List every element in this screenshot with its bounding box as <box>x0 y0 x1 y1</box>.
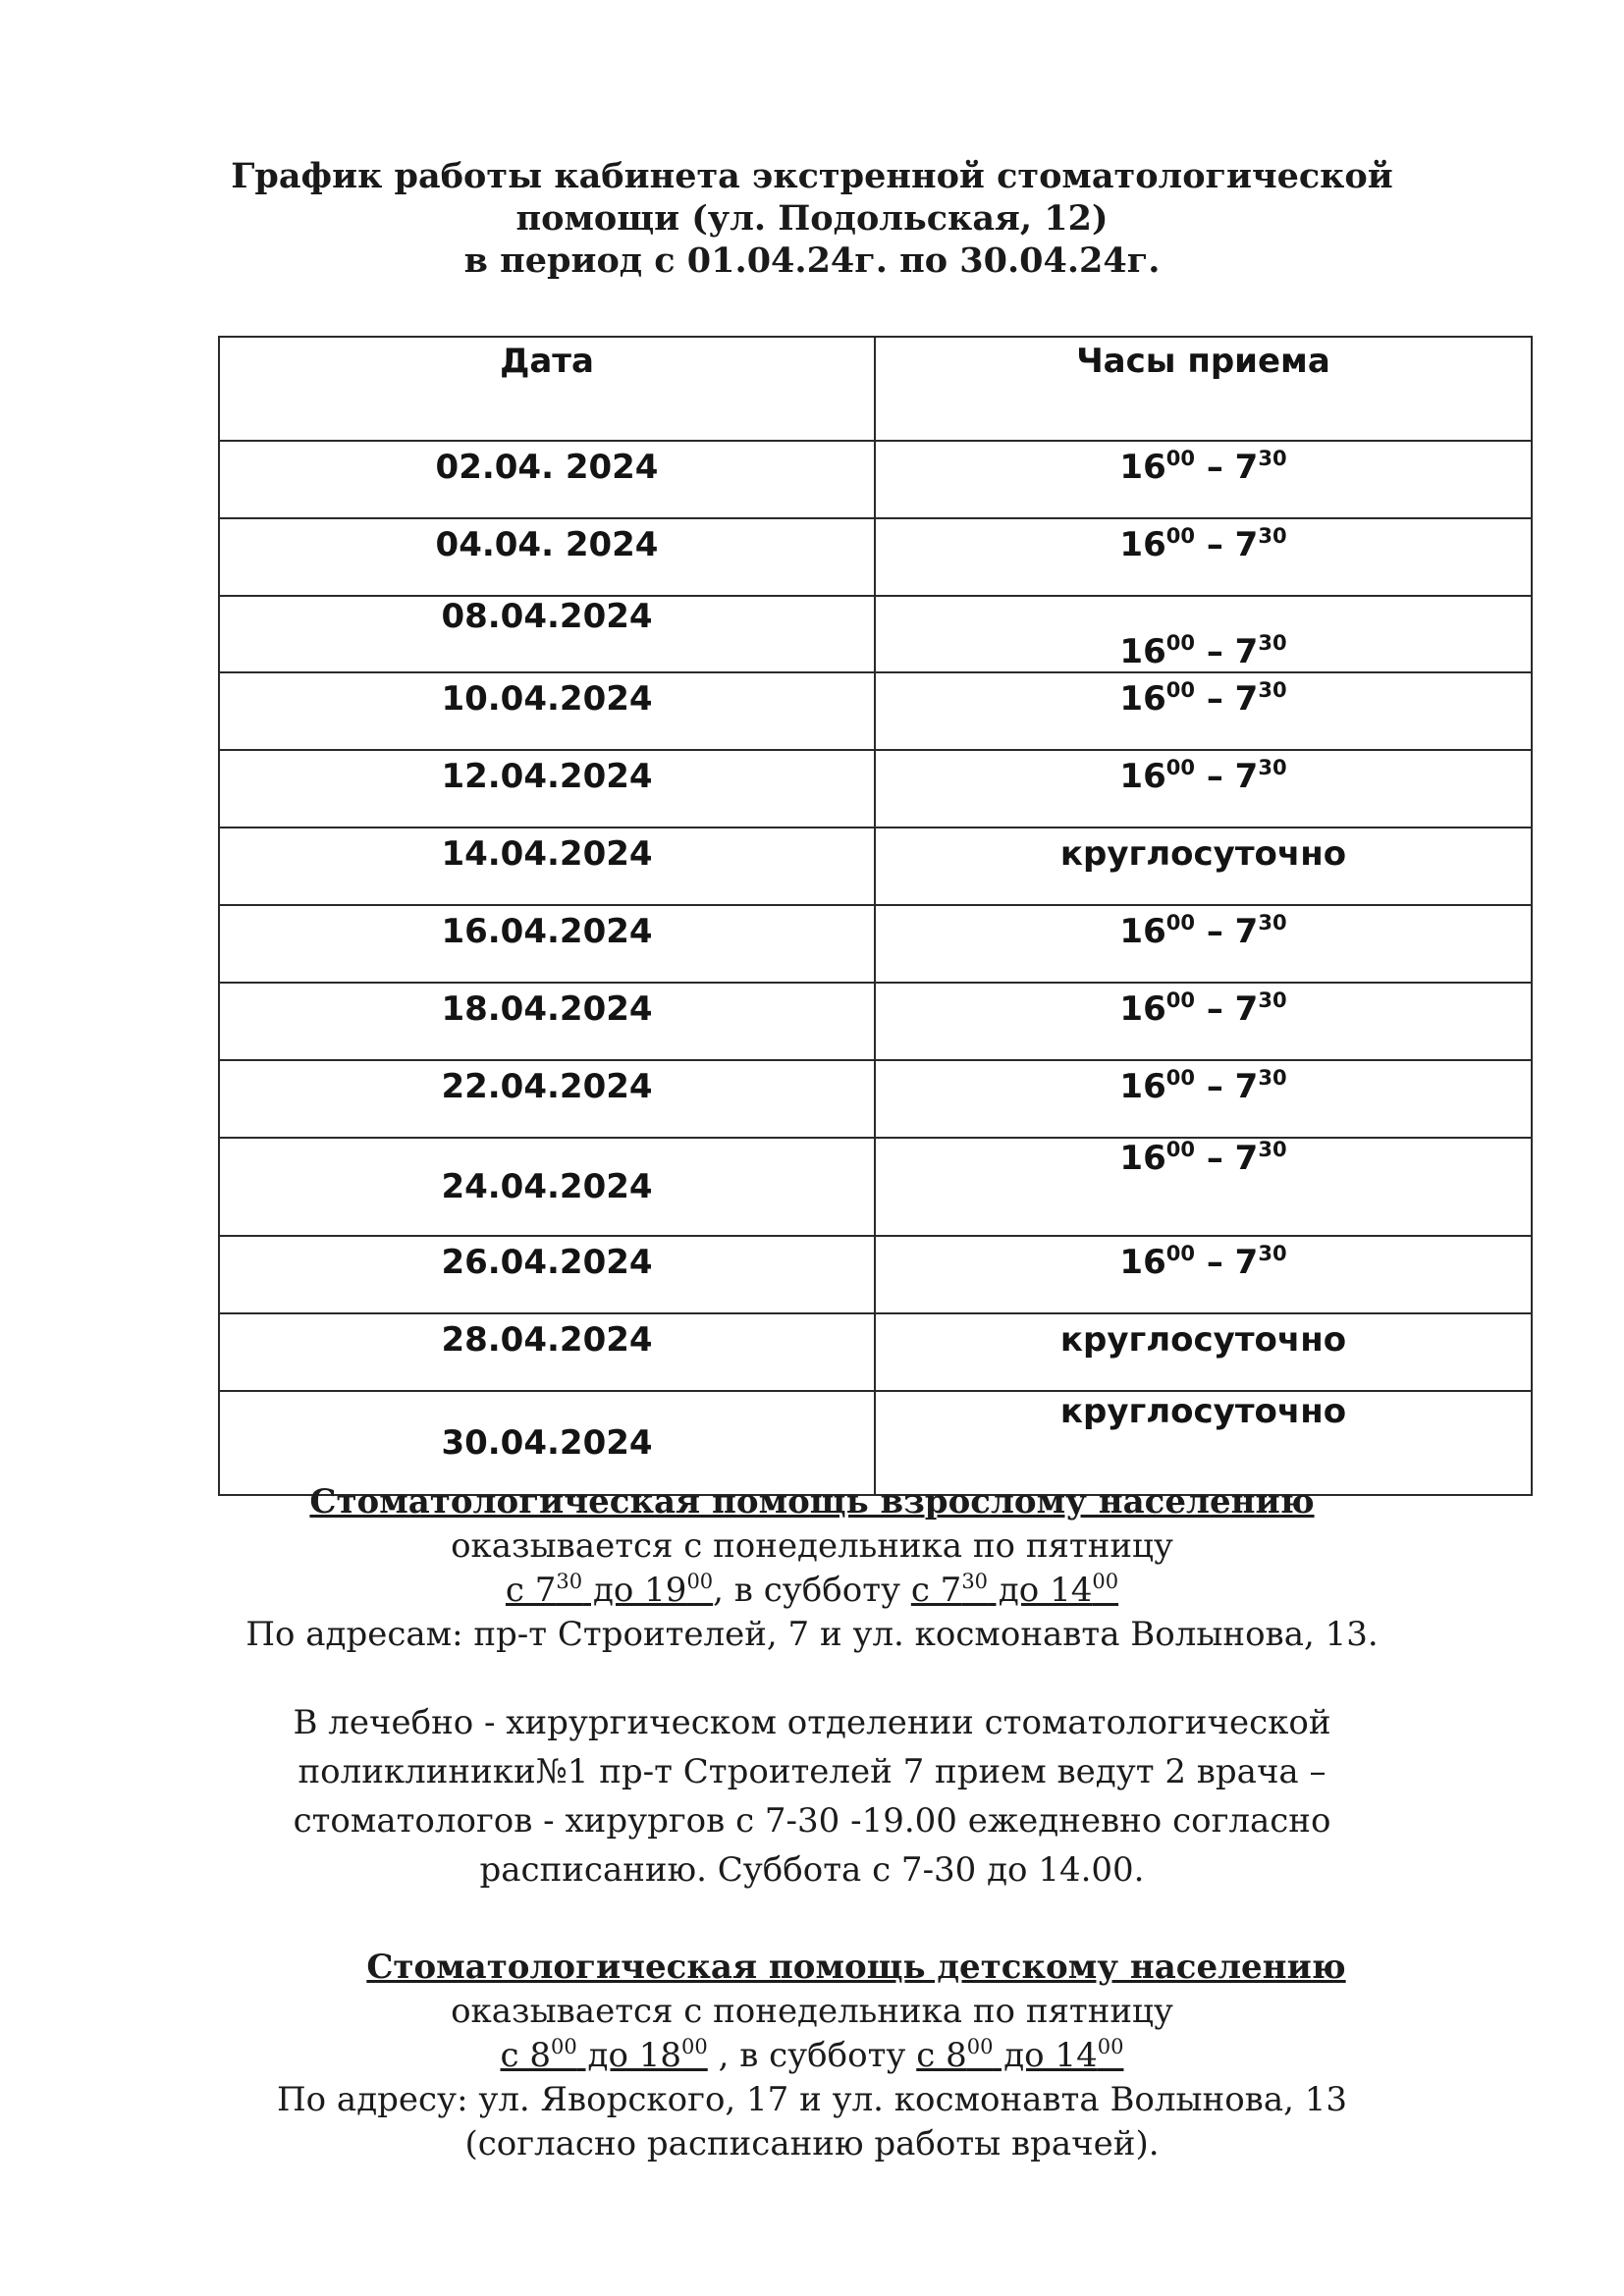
child-care-section <box>0 1946 1624 2166</box>
title-line-1: График работы кабинета экстренной стоматологической <box>231 156 1393 196</box>
hours-cell: $16^{00} - 7^{30}$ <box>875 1060 1532 1138</box>
column-header-date: Дата <box>219 337 875 441</box>
hours-cell: $16^{00} - 7^{30}$ <box>875 750 1532 828</box>
date-cell: 10.04.2024 <box>219 672 875 750</box>
date-cell: 16.04.2024 <box>219 905 875 983</box>
adult-care-days: оказывается с понедельника по пятницу <box>451 1526 1173 1566</box>
table-row <box>219 518 1532 596</box>
table-row <box>219 1313 1532 1391</box>
hours-cell: круглосуточно <box>875 828 1532 905</box>
surgery-section <box>0 1698 1624 1895</box>
child-care-hours: с $8^{00}$ до $18^{00}$ , в субботу с $8^{00}$ до $14^{00}$ <box>500 2035 1124 2075</box>
child-care-note: (согласно расписанию работы врачей). <box>464 2124 1160 2163</box>
date-cell: 22.04.2024 <box>219 1060 875 1138</box>
child-saturday-hours: с $8^{00}$ до $14^{00}$ <box>916 2035 1124 2075</box>
date-cell: 18.04.2024 <box>219 983 875 1060</box>
adult-care-hours: с $7^{30}$ до $19^{00}$, в субботу с $7^{30}$ до $14^{00}$ <box>505 1570 1119 1610</box>
hours-cell: $16^{00} - 7^{30}$ <box>875 672 1532 750</box>
child-care-address: По адресу: ул. Яворского, 17 и ул. космонавта Волынова, 13 <box>277 2080 1347 2119</box>
hours-cell: $16^{00} - 7^{30}$ <box>875 1236 1532 1313</box>
date-cell: 24.04.2024 <box>219 1138 875 1236</box>
table-row <box>219 983 1532 1060</box>
table-row <box>219 828 1532 905</box>
date-cell: 26.04.2024 <box>219 1236 875 1313</box>
hours-cell: $16^{00} - 7^{30}$ <box>875 441 1532 518</box>
hours-cell: $16^{00} - 7^{30}$ <box>875 905 1532 983</box>
hours-cell: $16^{00} - 7^{30}$ <box>875 596 1532 672</box>
adult-saturday-hours: с $7^{30}$ до $14^{00}$ <box>910 1570 1119 1610</box>
table-row <box>219 596 1532 672</box>
adult-care-section <box>0 1480 1624 1657</box>
surgery-line-2: поликлиники№1 пр-т Строителей 7 прием ведут 2 врача – <box>298 1752 1326 1791</box>
table-row <box>219 672 1532 750</box>
surgery-line-1: В лечебно - хирургическом отделении стоматологической <box>293 1703 1331 1742</box>
hours-cell: $16^{00} - 7^{30}$ <box>875 983 1532 1060</box>
table-row <box>219 1138 1532 1236</box>
adult-weekday-hours: с $7^{30}$ до $19^{00}$ <box>505 1570 714 1610</box>
table-header-row <box>219 337 1532 441</box>
table-row <box>219 750 1532 828</box>
child-care-days: оказывается с понедельника по пятницу <box>451 1992 1173 2031</box>
schedule-table <box>218 336 1533 1496</box>
hours-cell: круглосуточно <box>875 1313 1532 1391</box>
table-row <box>219 441 1532 518</box>
date-cell: 12.04.2024 <box>219 750 875 828</box>
title-line-2: помощи (ул. Подольская, 12) <box>515 198 1109 239</box>
hours-cell: круглосуточно <box>875 1391 1532 1495</box>
surgery-line-4: расписанию. Суббота с 7-30 до 14.00. <box>479 1850 1145 1890</box>
page-title <box>0 155 1624 282</box>
table-row <box>219 1060 1532 1138</box>
child-care-heading: Стоматологическая помощь детскому населению <box>366 1948 1346 1987</box>
hours-cell: $16^{00} - 7^{30}$ <box>875 518 1532 596</box>
hours-cell: $16^{00} - 7^{30}$ <box>875 1138 1532 1236</box>
date-cell: 14.04.2024 <box>219 828 875 905</box>
adult-care-heading: Стоматологическая помощь взрослому населению <box>309 1482 1315 1522</box>
column-header-hours: Часы приема <box>875 337 1532 441</box>
table-row <box>219 905 1532 983</box>
date-cell: 04.04. 2024 <box>219 518 875 596</box>
title-line-3: в период с 01.04.24г. по 30.04.24г. <box>463 240 1161 281</box>
surgery-line-3: стоматологов - хирургов с 7-30 -19.00 ежедневно согласно <box>293 1801 1331 1841</box>
table-row <box>219 1236 1532 1313</box>
date-cell: 08.04.2024 <box>219 596 875 672</box>
adult-care-address: По адресам: пр-т Строителей, 7 и ул. космонавта Волынова, 13. <box>245 1615 1379 1654</box>
schedule-body <box>219 441 1532 1495</box>
date-cell: 02.04. 2024 <box>219 441 875 518</box>
date-cell: 30.04.2024 <box>219 1391 875 1495</box>
child-weekday-hours: с $8^{00}$ до $18^{00}$ <box>500 2035 708 2075</box>
date-cell: 28.04.2024 <box>219 1313 875 1391</box>
